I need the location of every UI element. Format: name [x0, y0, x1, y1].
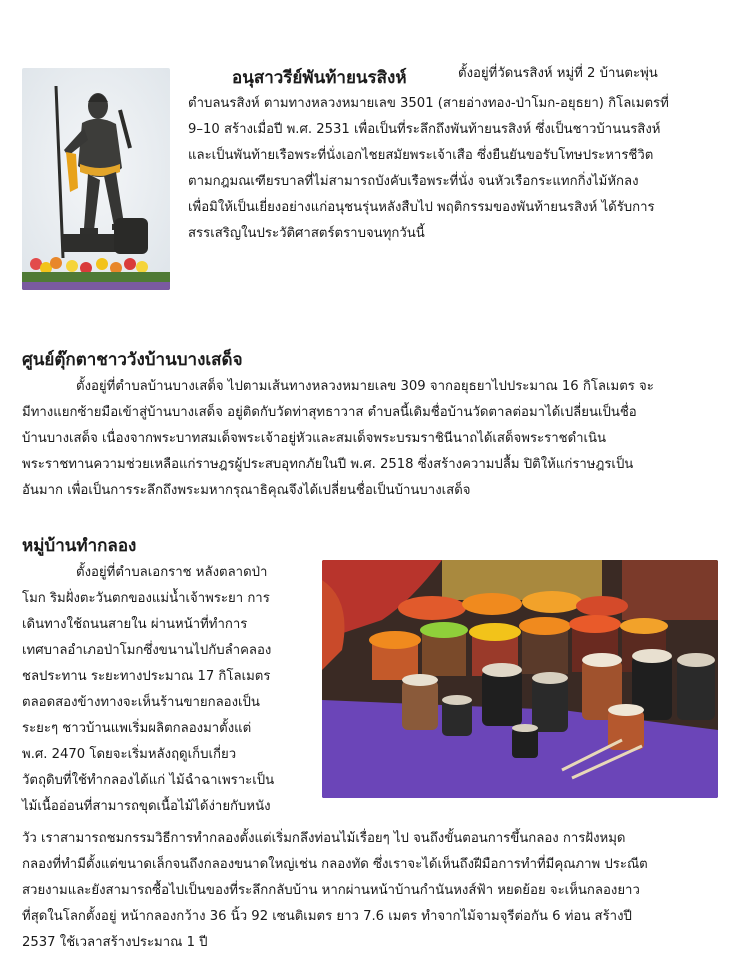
section2-line-1: ตั้งอยู่ที่ตำบลบ้านบางเสด็จ ไปตามเส้นทางหลวงหมายเลข 309 จากอยุธยาไปประมาณ 16 กิโลเมตร จะ [76, 379, 654, 394]
section2-title: ศูนย์ตุ๊กตาชาววังบ้านบางเสด็จ [22, 350, 243, 370]
section3-narrow-line-10: ไม้เนื้ออ่อนที่สามารถขุดเนื้อไม้ได้ง่ายกับหนัง [22, 799, 271, 814]
section1-line-1: ตั้งอยู่ที่วัดนรสิงห์ หมู่ที่ 2 บ้านตะพุ่น [458, 66, 658, 81]
section3-narrow-line-4: เทศบาลอำเภอป่าโมกซึ่งขนานไปกับลำคลอง [22, 643, 272, 658]
section3-narrow-line-1: ตั้งอยู่ที่ตำบลเอกราช หลังตลาดป่า [76, 565, 268, 580]
section1-line-3: 9–10 สร้างเมื่อปี พ.ศ. 2531 เพื่อเป็นที่ระลึกถึงพันท้ายนรสิงห์ ซึ่งเป็นชาวบ้านนรสิงห์ [188, 122, 661, 137]
section1-title: อนุสาวรีย์พันท้ายนรสิงห์ [232, 68, 407, 88]
section3-narrow-line-2: โมก ริมฝั่งตะวันตกของแม่น้ำเจ้าพระยา การ [22, 591, 270, 606]
section3-narrow-line-3: เดินทางใช้ถนนสายใน ผ่านหน้าที่ทำการ [22, 617, 248, 632]
section1-line-6: เพื่อมิให้เป็นเยี่ยงอย่างแก่อนุชนรุ่นหลังสืบไป พฤติกรรมของพันท้ายนรสิงห์ ได้รับการ [188, 200, 655, 215]
section1-line-7: สรรเสริญในประวัติศาสตร์ตราบจนทุกวันนี้ [188, 226, 425, 241]
section3-narrow-line-9: วัตถุดิบที่ใช้ทำกลองได้แก่ ไม้ฉำฉาเพราะเป็น [22, 773, 275, 788]
section3-wide-line-4: ที่สุดในโลกตั้งอยู่ หน้ากลองกว้าง 36 นิ้ว 92 เซนติเมตร ยาว 7.6 เมตร ทำจากไม้จามจุรีต่อกัน 6 ท่อน สร้างปี [22, 909, 632, 924]
section1-line-5: ตามกฎมณเฑียรบาลที่ไม่สามารถบังคับเรือพระที่นั่ง จนหัวเรือกระแทกกิ่งไม้หักลง [188, 174, 639, 189]
section3-title: หมู่บ้านทำกลอง [22, 536, 137, 556]
section3-narrow-line-6: ตลอดสองข้างทางจะเห็นร้านขายกลองเป็น [22, 695, 260, 710]
section3-narrow-line-8: พ.ศ. 2470 โดยจะเริ่มหลังฤดูเก็บเกี่ยว [22, 747, 237, 762]
section3-wide-line-3: สวยงามและยังสามารถซื้อไปเป็นของที่ระลึกกลับบ้าน หากผ่านหน้าบ้านกำนันหงส์ฟ้า หยดย้อย จะเห็นกลองยาว [22, 883, 640, 898]
section3-wide-line-2: กลองที่ทำมีตั้งแต่ขนาดเล็กจนถึงกลองขนาดใหญ่เช่น กลองทัด ซึ่งเราจะได้เห็นถึงฝีมือการทำที่มีคุณภาพ ประณีต [22, 857, 648, 872]
drums-photo [322, 560, 718, 798]
section3-narrow-line-5: ชลประทาน ระยะทางประมาณ 17 กิโลเมตร [22, 669, 271, 684]
statue-photo [22, 68, 170, 290]
section1-line-2: ตำบลนรสิงห์ ตามทางหลวงหมายเลข 3501 (สายอ่างทอง-ป่าโมก-อยุธยา) กิโลเมตรที่ [188, 96, 669, 111]
section2-line-3: บ้านบางเสด็จ เนื่องจากพระบาทสมเด็จพระเจ้าอยู่หัวและสมเด็จพระบรมราชินีนาถได้เสด็จพระราชดำเนิน [22, 431, 607, 446]
section2-line-5: อันมาก เพื่อเป็นการระลึกถึงพระมหากรุณาธิคุณจึงได้เปลี่ยนชื่อเป็นบ้านบางเสด็จ [22, 483, 471, 498]
section3-wide-line-5: 2537 ใช้เวลาสร้างประมาณ 1 ปี [22, 935, 208, 950]
section3-wide-line-1: วัว เราสามารถชมกรรมวิธีการทำกลองตั้งแต่เริ่มกลึงท่อนไม้เรื่อยๆ ไป จนถึงขั้นตอนการขึ้นกลอง การฝังหมุด [22, 831, 626, 846]
section2-line-2: มีทางแยกซ้ายมือเข้าสู่บ้านบางเสด็จ อยู่ติดกับวัดท่าสุทธาวาส ตำบลนี้เดิมชื่อบ้านวัดตาลต่อมาได้เปลี่ยนเป็นชื่อ [22, 405, 637, 420]
section1-line-4: และเป็นพันท้ายเรือพระที่นั่งเอกไชยสมัยพระเจ้าเสือ ซึ่งยืนยันขอรับโทษประหารชีวิต [188, 148, 654, 163]
section3-narrow-line-7: ระยะๆ ชาวบ้านแพเริ่มผลิตกลองมาตั้งแต่ [22, 721, 252, 736]
section2-line-4: พระราชทานความช่วยเหลือแก่ราษฎรผู้ประสบอุทกภัยในปี พ.ศ. 2518 ซึ่งสร้างความปลื้ม ปิติให้แก่ราษฎรเป็น [22, 457, 634, 472]
